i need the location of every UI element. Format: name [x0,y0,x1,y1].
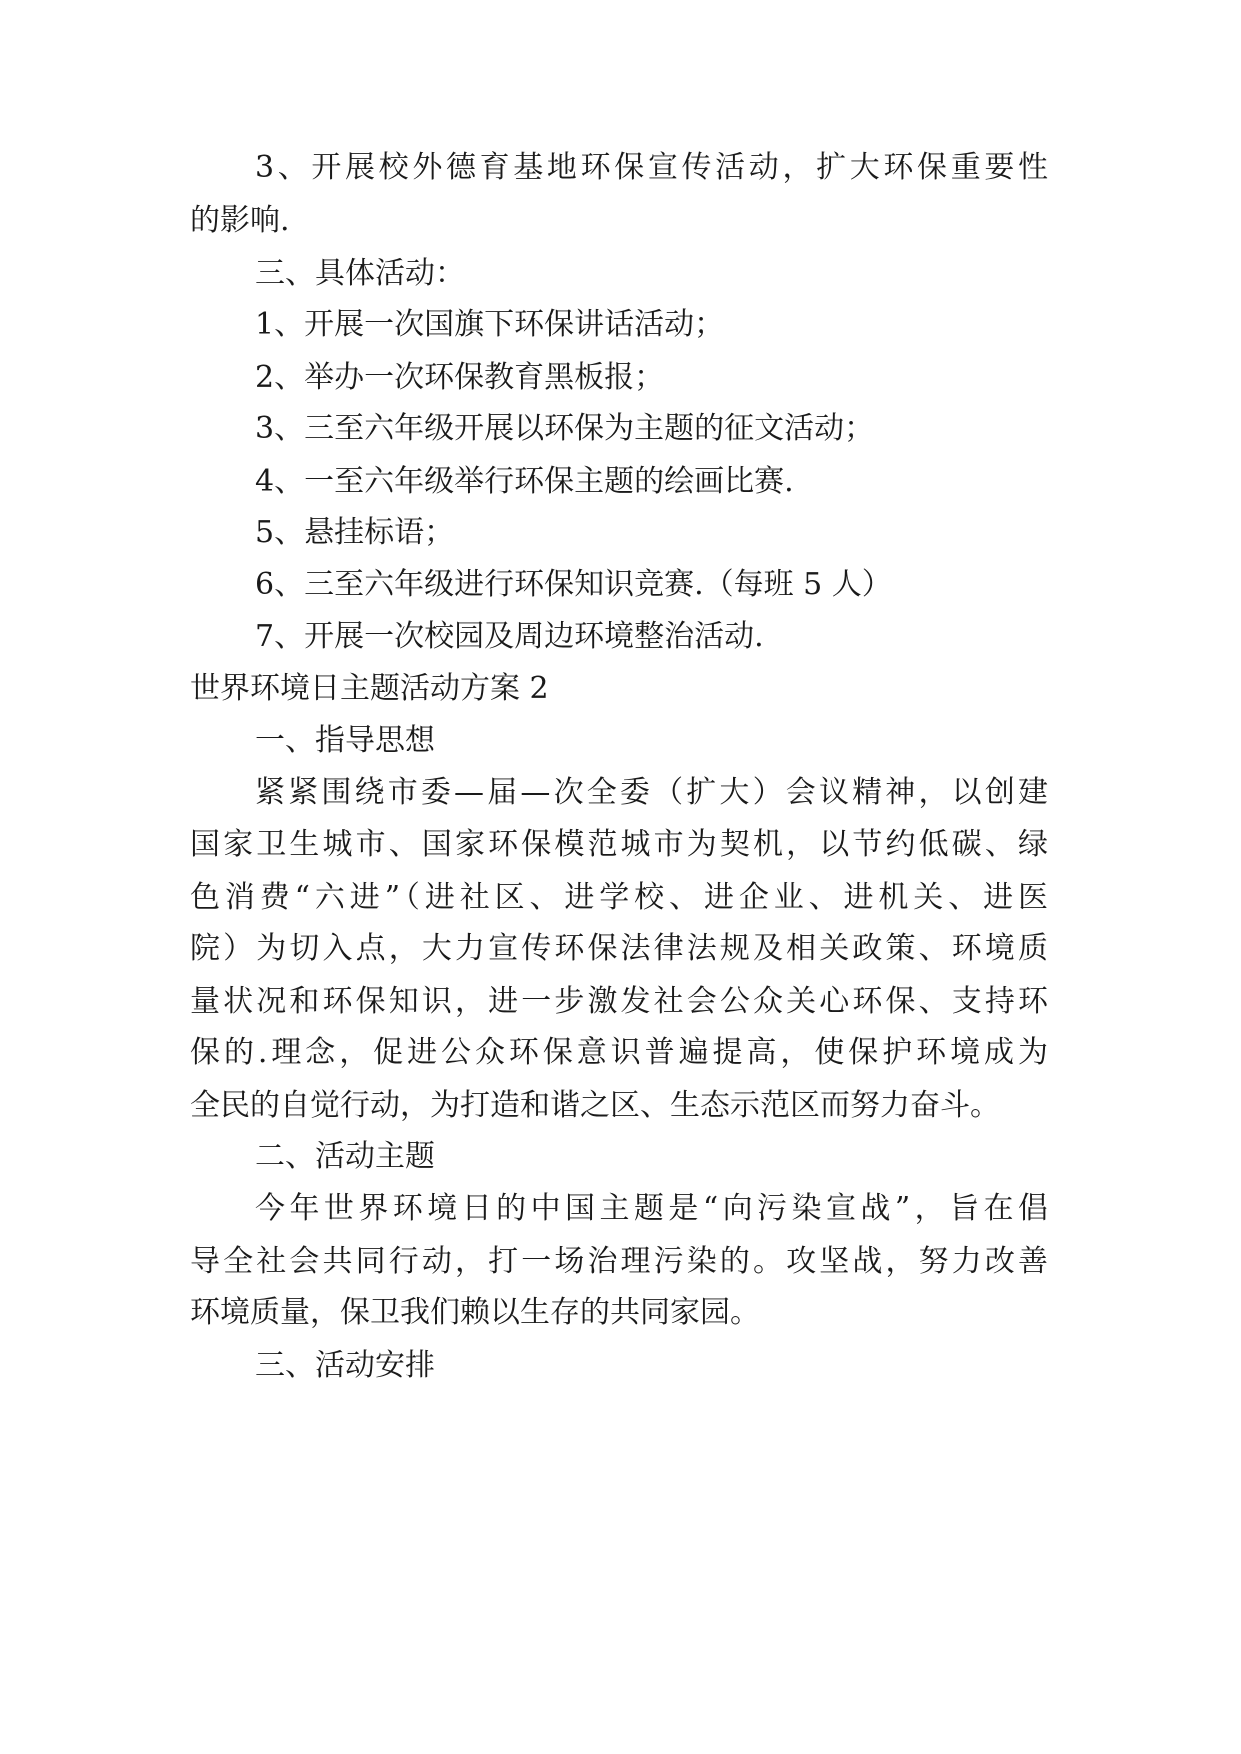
section-heading: 一、指导思想 [255,723,435,758]
paragraph-line: 紧紧围绕市委—届—次全委（扩大）会议精神，以创建 [255,775,1048,810]
paragraph-line: 保的.理念，促进公众环保意识普遍提高，使保护环境成为 [190,1035,1048,1070]
paragraph-line: 色消费“六进”（进社区、进学校、进企业、进机关、进医 [190,880,1048,915]
paragraph-line: 今年世界环境日的中国主题是“向污染宣战”，旨在倡 [255,1191,1048,1226]
paragraph-line: 的影响. [190,203,290,238]
paragraph-line: 国家卫生城市、国家环保模范城市为契机，以节约低碳、绿 [190,827,1048,862]
list-item: 3、三至六年级开展以环保为主题的征文活动； [255,411,875,446]
plan-title: 世界环境日主题活动方案 2 [190,671,549,706]
list-item: 6、三至六年级进行环保知识竞赛.（每班 5 人） [255,567,892,602]
list-item: 4、一至六年级举行环保主题的绘画比赛. [255,464,794,499]
paragraph-line: 3、开展校外德育基地环保宣传活动，扩大环保重要性 [255,150,1048,185]
paragraph-line: 量状况和环保知识，进一步激发社会公众关心环保、支持环 [190,984,1048,1019]
paragraph-line: 环境质量，保卫我们赖以生存的共同家园。 [190,1295,760,1330]
list-item: 2、举办一次环保教育黑板报； [255,360,665,395]
section-heading: 三、活动安排 [255,1348,435,1383]
section-heading: 三、具体活动： [255,256,465,291]
list-item: 5、悬挂标语； [255,515,455,550]
list-item: 1、开展一次国旗下环保讲话活动； [255,307,725,342]
paragraph-line: 院）为切入点，大力宣传环保法律法规及相关政策、环境质 [190,931,1048,966]
list-item: 7、开展一次校园及周边环境整治活动. [255,619,764,654]
section-heading: 二、活动主题 [255,1139,435,1174]
paragraph-line: 全民的自觉行动，为打造和谐之区、生态示范区而努力奋斗。 [190,1088,1000,1123]
paragraph-line: 导全社会共同行动，打一场治理污染的。攻坚战，努力改善 [190,1244,1048,1279]
